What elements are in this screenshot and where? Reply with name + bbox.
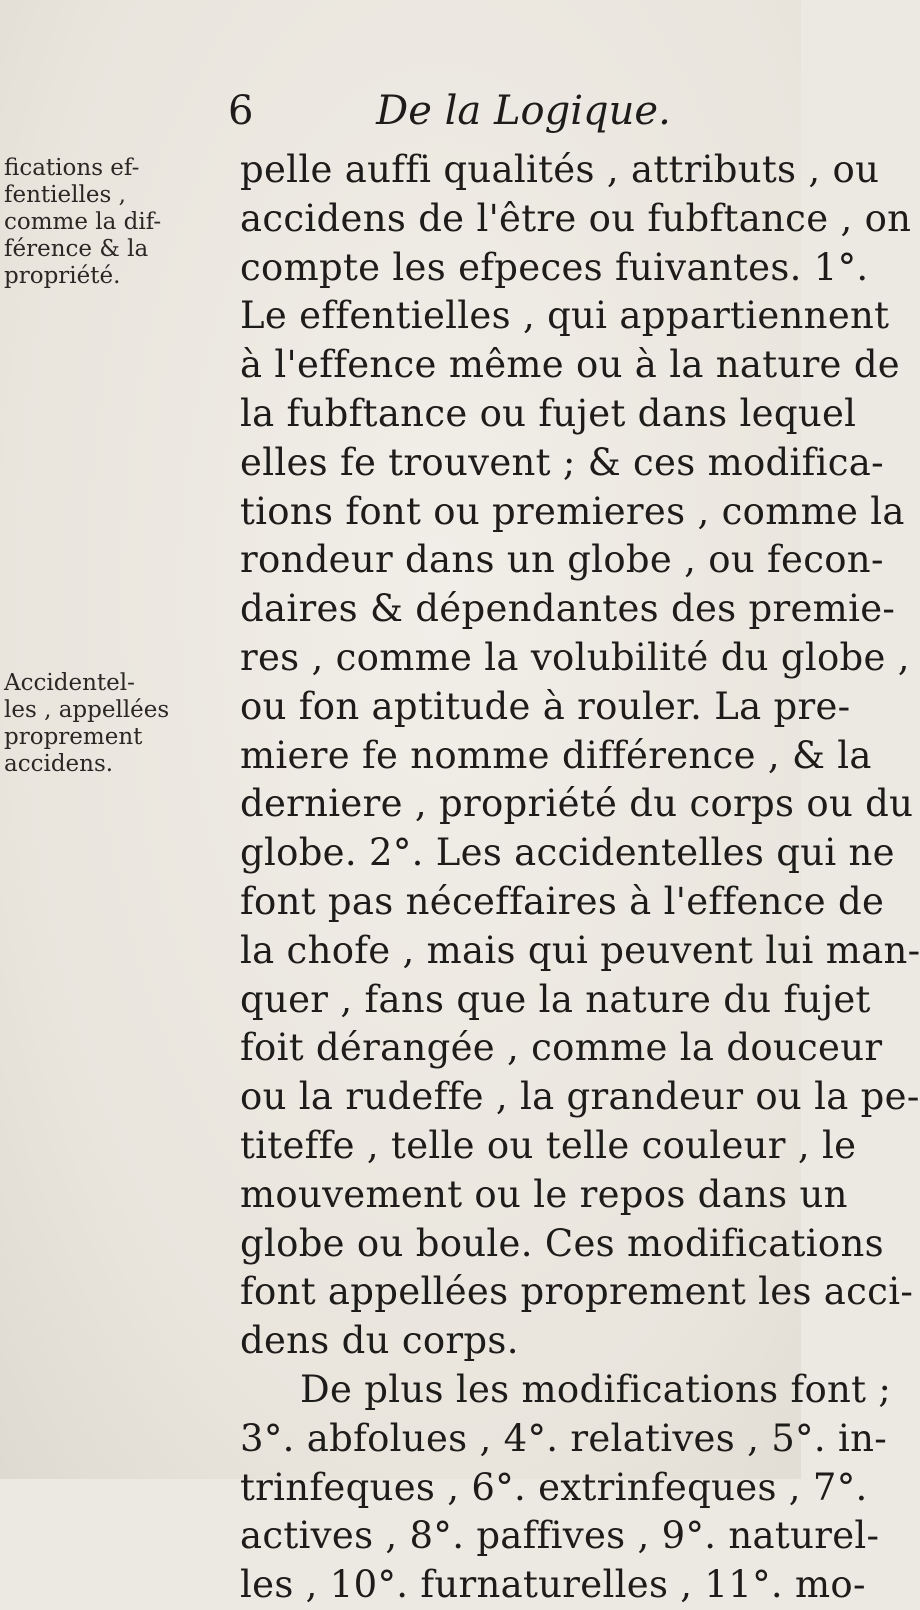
- text-line: la chofe , mais qui peuvent lui man-: [240, 928, 920, 972]
- text-line: font pas néceffaires à l'effence de: [240, 879, 885, 923]
- text-line: rondeur dans un globe , ou fecon-: [240, 538, 884, 582]
- margin-note-line: accidens.: [4, 751, 114, 777]
- margin-note-line: propriété.: [4, 263, 121, 289]
- text-line: globe. 2°. Les accidentelles qui ne: [240, 831, 895, 875]
- text-line: dens du corps.: [240, 1319, 519, 1363]
- margin-note-line: fentielles ,: [4, 182, 126, 208]
- text-line: la fubftance ou fujet dans lequel: [240, 391, 857, 435]
- text-line: accidens de l'être ou fubftance , on: [240, 196, 912, 240]
- margin-note-line: férence & la: [4, 236, 149, 262]
- text-line: tions font ou premieres , comme la: [240, 489, 905, 533]
- text-line: miere fe nomme différence , & la: [240, 733, 872, 777]
- text-line: 3°. abfolues , 4°. relatives , 5°. in-: [240, 1416, 888, 1460]
- margin-note-essential: [4, 155, 162, 290]
- page-number: 6: [228, 88, 254, 134]
- text-line: elles fe trouvent ; & ces modifica-: [240, 440, 884, 484]
- margin-note-line: comme la dif-: [4, 209, 162, 235]
- margin-note-line: les , appellées: [4, 697, 170, 723]
- text-line: mouvement ou le repos dans un: [240, 1172, 848, 1216]
- text-line: ou la rudeffe , la grandeur ou la pe-: [240, 1075, 920, 1119]
- text-line: derniere , propriété du corps ou du: [240, 782, 914, 826]
- text-line: foit dérangée , comme la douceur: [240, 1026, 883, 1070]
- text-line: quer , fans que la nature du fujet: [240, 977, 871, 1021]
- page-header: [228, 88, 671, 134]
- margin-note-line: proprement: [4, 724, 143, 750]
- margin-note-line: fications ef-: [4, 155, 140, 181]
- text-line: trinfeques , 6°. extrinfeques , 7°.: [240, 1465, 868, 1509]
- text-line: res , comme la volubilité du globe ,: [240, 635, 910, 679]
- text-line: De plus les modifications font ;: [300, 1367, 892, 1411]
- running-title: De la Logique.: [376, 88, 671, 134]
- text-line: pelle auffi qualités , attributs , ou: [240, 148, 880, 191]
- text-line: globe ou boule. Ces modifications: [240, 1221, 884, 1265]
- body-text: [240, 146, 920, 1610]
- text-line: compte les efpeces fuivantes. 1°.: [240, 245, 869, 289]
- text-line: daires & dépendantes des premie-: [240, 587, 896, 631]
- margin-note-accidental: [4, 670, 170, 778]
- text-line: font appellées proprement les acci-: [240, 1270, 914, 1314]
- text-line: les , 10°. furnaturelles , 11°. mo-: [240, 1563, 866, 1607]
- text-line: Le effentielles , qui appartiennent: [240, 294, 890, 338]
- text-line: actives , 8°. paffives , 9°. naturel-: [240, 1514, 880, 1558]
- text-line: ou fon aptitude à rouler. La pre-: [240, 684, 851, 728]
- text-line: titeffe , telle ou telle couleur , le: [240, 1123, 857, 1167]
- margin-note-line: Accidentel-: [4, 670, 135, 696]
- text-line: à l'effence même ou à la nature de: [240, 343, 900, 387]
